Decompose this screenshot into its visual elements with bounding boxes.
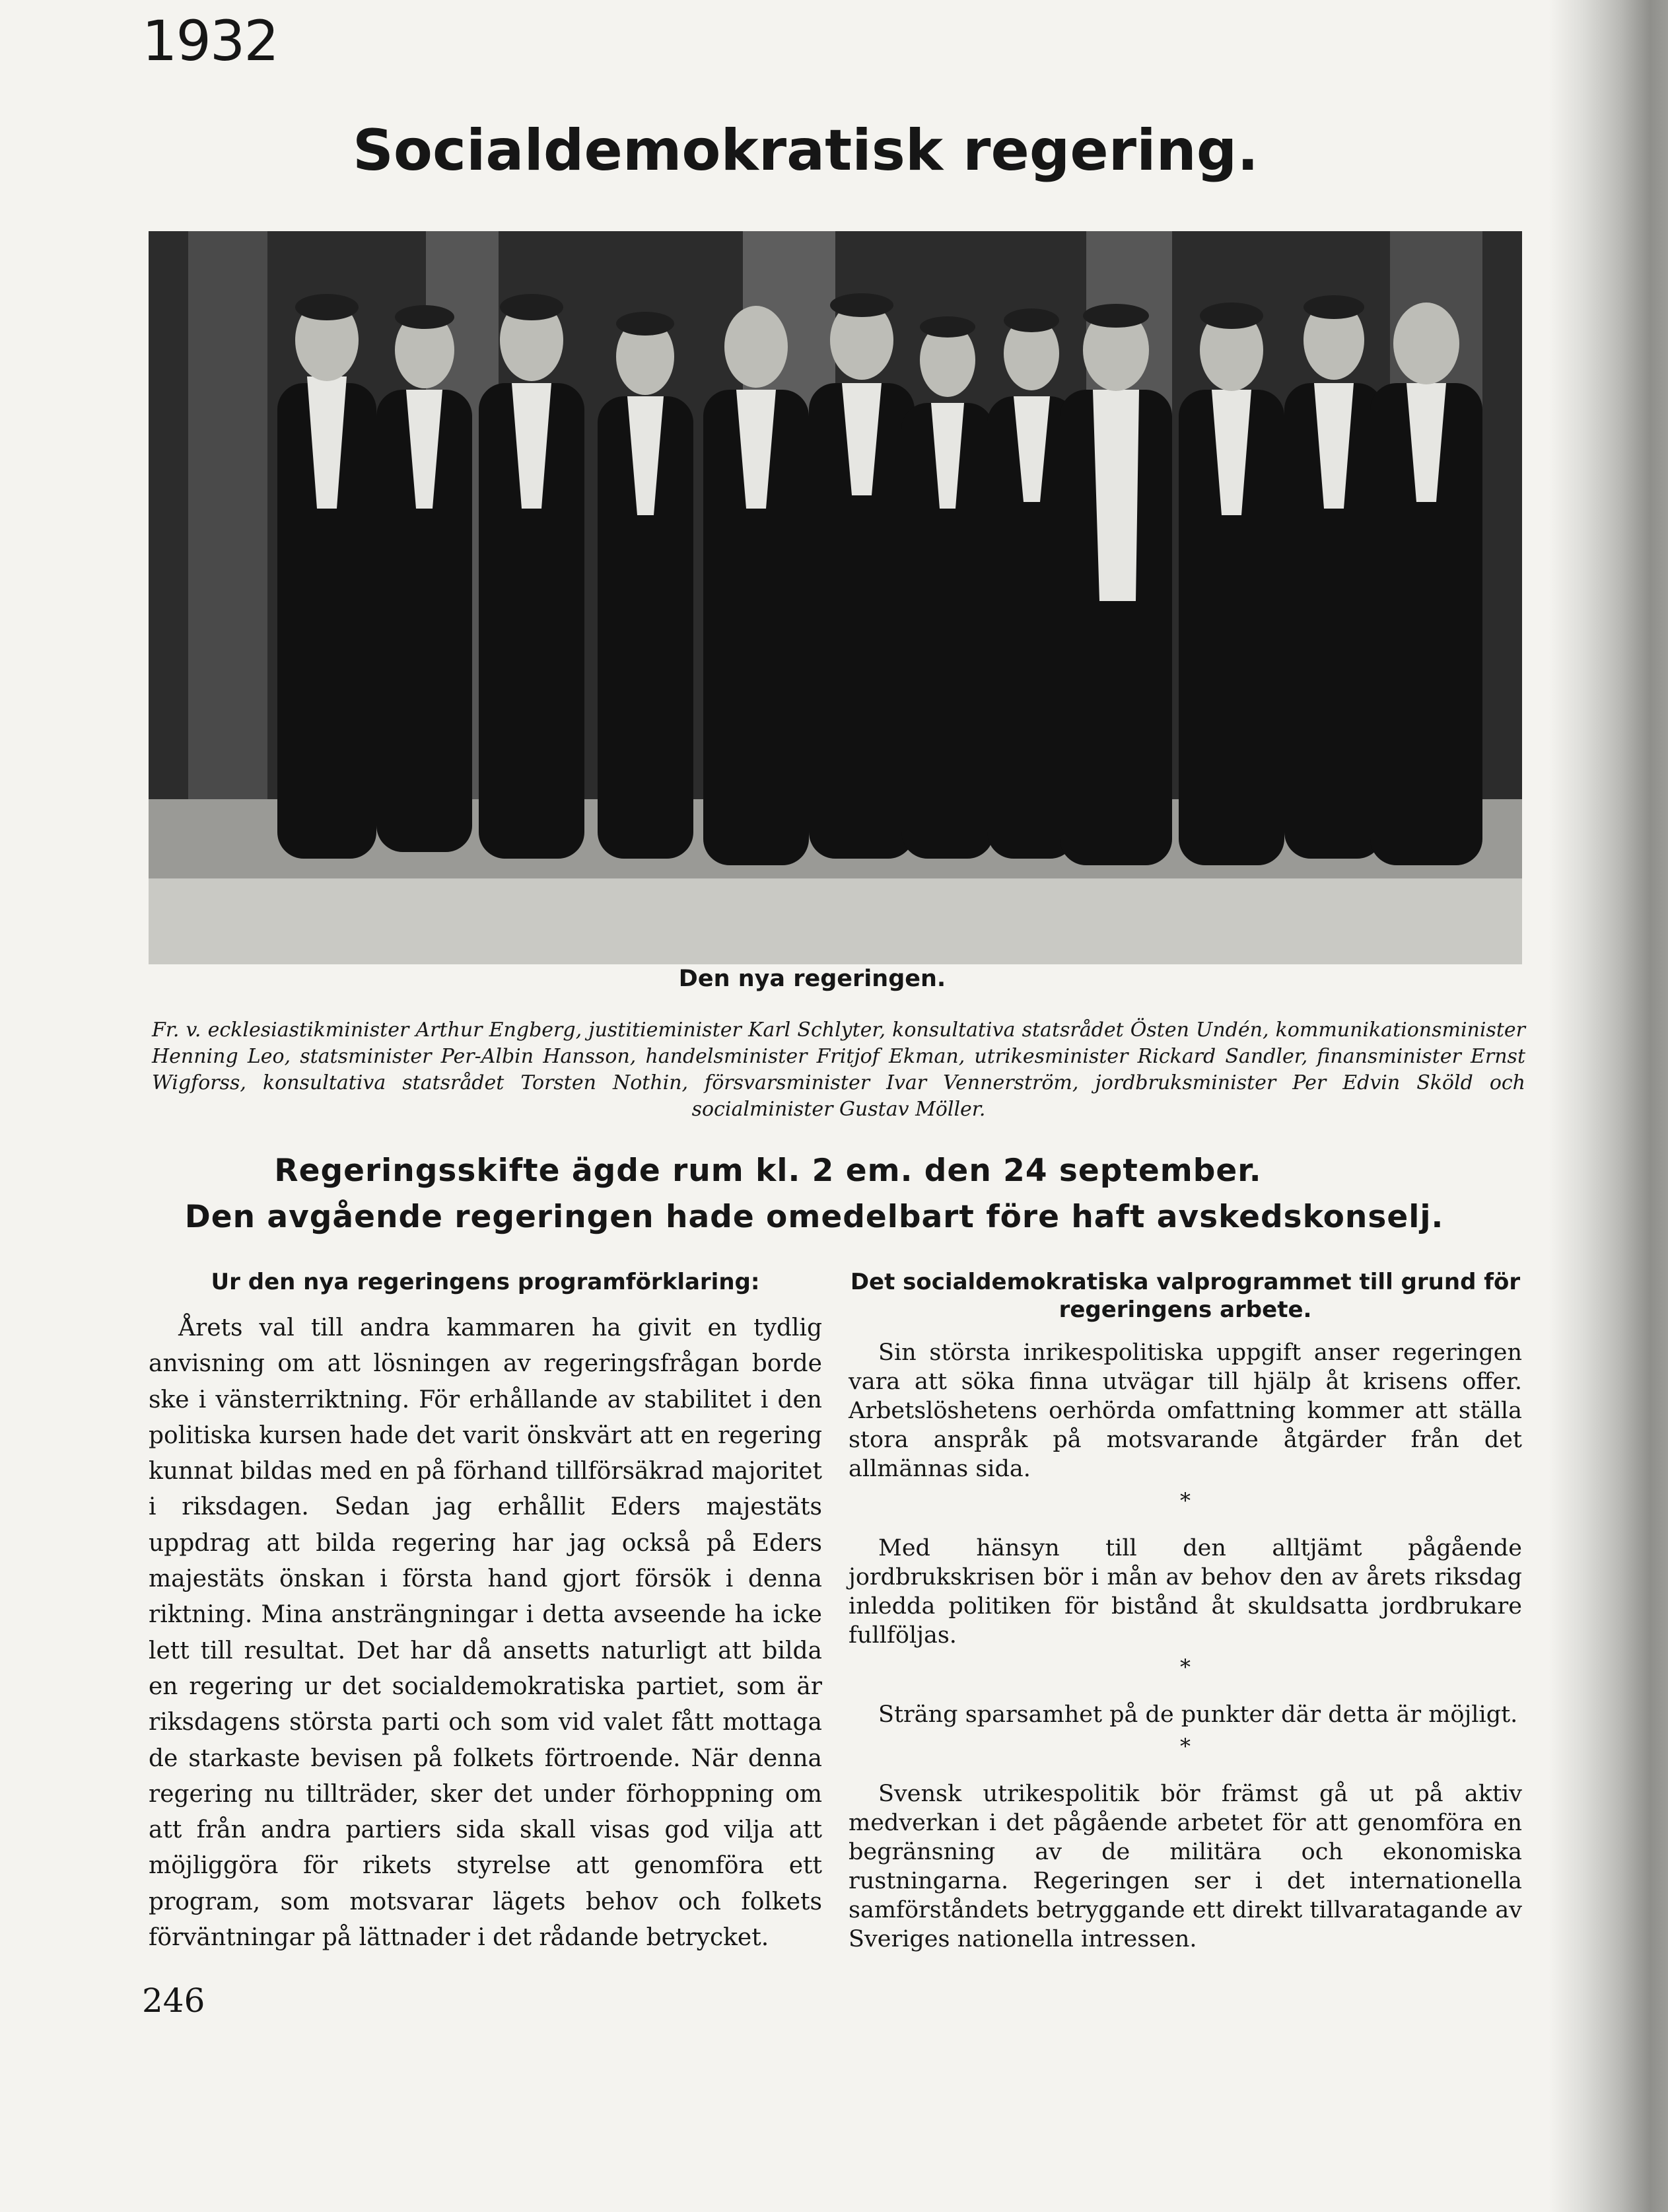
right-column-paragraph: Svensk utrikespolitik bör främst gå ut på aktiv medverkan i det pågående arbetet för att genomföra en begränsning av de militära och ekonomiska rustningarna. Regeringen ser i det internationella samförståndets betryggande ett direkt tillvaratagande av Sveriges nationella intressen.: [849, 1781, 1522, 1952]
left-column-body: Årets val till andra kammaren ha givit en tydlig anvisning om att lösningen av regeringsfrågan borde ske i vänsterriktning. För erhållande av stabilitet i den politiska kursen hade det varit önskvärt att en regering kunnat bildas med en på förhand tillförsäkrad majoritet i riksdagen. Sedan jag erhållit Eders majestäts uppdrag att bilda regering har jag också på Eders majestäts önskan i första hand gjort försök i denna riktning. Mina ansträngningar i detta avseende ha icke lett till resultat. Det har då ansetts naturligt att bilda en regering ur det socialdemokratiska partiet, som är riksdagens största parti och som vid valet fått mottaga de starkaste bevisen på folkets förtroende. När denna regering nu tillträder, sker det under förhoppning om att från andra partiers sida skall visas god vilja att möjliggöra för rikets styrelse att genomföra ett program, som motsvarar lägets behov och folkets förväntningar på lättnader i det rådande betrycket.: [149, 1314, 822, 1952]
section-separator: *: [1180, 1655, 1191, 1680]
page-year: 1932: [142, 9, 278, 73]
subheading-line-1: Regeringsskifte ägde rum kl. 2 em. den 24 september.: [274, 1153, 1262, 1189]
section-separator: *: [1180, 1734, 1191, 1759]
right-column-paragraph: Sin största inrikespolitiska uppgift anser regeringen vara att söka finna utvägar till hjälp åt krisens offer. Arbetslöshetens oerhörda omfattning kommer att ställa stora anspråk på motsvarande åtgärder från det allmännas sida.: [849, 1339, 1522, 1482]
page-number: 246: [142, 1981, 205, 2020]
page-edge-shadow: [1549, 0, 1668, 2212]
right-column-paragraph: Med hänsyn till den alltjämt pågående jordbrukskrisen bör i mån av behov den av årets riksdag inledda politiken för bistånd åt skuldsatta jordbrukare fullföljas.: [849, 1535, 1522, 1649]
right-column-paragraph: Sträng sparsamhet på de punkter där detta är möjligt.: [878, 1701, 1518, 1728]
right-column-heading: Det socialdemokratiska valprogrammet till grund för regeringens arbete.: [850, 1269, 1521, 1323]
section-separator: *: [1180, 1488, 1191, 1513]
page-title: Socialdemokratisk regering.: [352, 118, 1259, 184]
cabinet-photograph: [149, 231, 1522, 964]
subheading-line-2: Den avgående regeringen hade omedelbart före haft avskedskonselj.: [184, 1199, 1444, 1235]
right-column: [849, 1268, 1522, 1954]
left-column-heading: Ur den nya regeringens programförklaring:: [211, 1269, 760, 1295]
photo-caption-title: Den nya regeringen.: [678, 966, 946, 992]
group-portrait-illustration: [149, 231, 1522, 964]
left-column: [149, 1268, 822, 1956]
photo-caption: Fr. v. ecklesiastikminister Arthur Engberg, justitieminister Karl Schlyter, konsultativa statsrådet Östen Undén, kommunikationsminister Henning Leo, statsminister Per-Albin Hansson, handelsminister Fritjof Ekman, utrikesminister Rickard Sandler, finansminister Ernst Wigforss, konsultativa statsrådet Torsten Nothin, försvarsminister Ivar Vennerström, jordbruksminister Per Edvin Sköld och socialminister Gustav Möller.: [152, 1018, 1525, 1121]
